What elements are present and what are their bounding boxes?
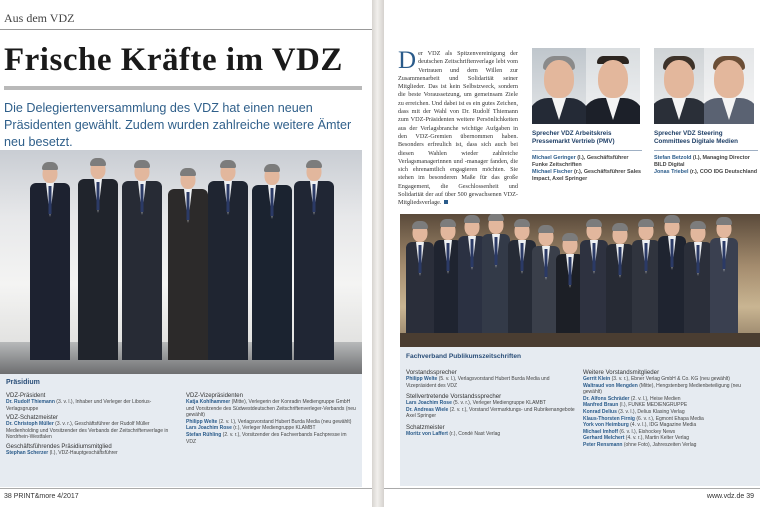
photo-person [252, 166, 292, 360]
right-footer: www.vdz.de 39 [384, 488, 760, 507]
person-name: Manfred Braun [583, 402, 619, 409]
caption-line [532, 169, 642, 183]
praesidium-title: Präsidium [6, 379, 40, 386]
person-name: Philipp Welte [406, 376, 438, 382]
caption-line [654, 155, 758, 169]
person-description: (Mitte), Verlegerin der Konradin Mediengruppe GmbH und Vorsitzende des Südwestdeutschen Zeitschriftenverleger-Verbands (neu gewählt) [186, 399, 356, 419]
photo-person [710, 219, 738, 333]
person-description: (2. v. l.), Verlagsvorstand Hubert Burda Media (neu gewählt) [217, 418, 352, 425]
person-entry [583, 435, 754, 442]
photo-person [78, 160, 118, 360]
person-name: Michael Fischer [532, 169, 573, 175]
person-entry [406, 376, 577, 389]
person-name: Michael Geringer [532, 155, 576, 161]
person-description: (ohne Foto), Jahreszeiten Verlag [622, 441, 697, 448]
steering-caption-title: Sprecher VDZ Steering Committees Digitale Medien [654, 130, 738, 145]
person-entry [583, 442, 754, 449]
person-entry [186, 432, 356, 445]
person-name: Philipp Welte [186, 418, 218, 425]
person-name: Lars Joachim Rose [406, 400, 452, 407]
person-name: Gerhard Melchert [583, 435, 625, 442]
role-heading: Weitere Vorstandsmitglieder [583, 369, 660, 376]
person-description: (5. v. l.), Verlagsvorstand Hubert Burda Media und Vizepräsident des VDZ [406, 376, 550, 389]
person-entry [583, 402, 754, 409]
person-name: Waltraud von Mengden [583, 382, 638, 389]
headline-rule [4, 86, 362, 90]
person-description: (l.), Managing Director BILD Digital [654, 155, 750, 168]
person-entry [583, 429, 754, 436]
photo-person [30, 164, 70, 360]
photo-person [168, 170, 208, 360]
person-entry [583, 409, 754, 416]
person-name: Lars Joachim Rose [186, 425, 232, 432]
person-description: (6. v. r.), Egmont Ehapa Media [634, 415, 704, 422]
person-name: York von Heimburg [583, 422, 629, 429]
person-name: Dr. Alfons Schräder [583, 395, 630, 402]
fachverband-left-column [406, 365, 577, 449]
role-heading: VDZ-Vizepräsidenten [186, 393, 243, 399]
photo-person [482, 215, 510, 333]
fachverband-group-photo [400, 214, 760, 347]
person-description: (l.), VDZ-Hauptgeschäftsführer [48, 449, 118, 456]
person-entry [583, 416, 754, 423]
portrait-triebel [704, 48, 754, 124]
person-entry [186, 425, 356, 432]
steering-portraits [654, 48, 754, 124]
person-description: (r.), Condé Nast Verlag [447, 430, 501, 437]
person-entry [406, 407, 577, 420]
person-description: (l.), Geschäftsführer Funke Zeitschriften [532, 155, 629, 168]
person-description: (r.), COO IDG Deutschland [688, 169, 758, 175]
person-name: Konrad Delius [583, 408, 617, 415]
portrait-fischer [586, 48, 640, 124]
person-entry [406, 431, 577, 438]
book-gutter [372, 0, 384, 507]
fachverband-box [400, 347, 760, 486]
person-description: (2. v. l.), Heise Medien [629, 395, 681, 402]
role-heading: VDZ-Schatzmeister [6, 415, 59, 422]
person-name: Dr. Rudolf Thiemann [6, 399, 55, 405]
person-description: (2. v. r.), Vorsitzender des Fachverbands Fachpresse im VDZ [186, 431, 347, 445]
person-name: Dr. Andreas Wiele [406, 406, 449, 413]
person-name: Katja Kohlhammer [186, 399, 231, 405]
left-footer: 38 PRINT&more 4/2017 [0, 488, 372, 507]
person-description: (3. v. r.), Geschäftsführer der Rudolf Müller Medienholding und Vorsitzender des Verbands der Zeitschriftenverlage in Nordrhein-Westfalen [6, 421, 169, 441]
article-body [398, 47, 518, 208]
person-description: (2. v. r.), Vorstand Vermarktungs- und Rubrikenangebote Axel Springer [406, 406, 575, 420]
photo-person [294, 162, 334, 360]
role-heading: Vorstandssprecher [406, 369, 457, 376]
person-entry [583, 383, 754, 396]
person-description: (3. v. l.), Inhaber und Verleger der Liborius-Verlagsgruppe [6, 399, 152, 412]
left-page [0, 0, 372, 507]
person-description: (4. v. l.), IDG Magazine Media [628, 422, 697, 429]
praesidium-group-photo [0, 150, 362, 374]
person-description: (3. v. l.), Delius Klasing Verlag [616, 408, 685, 415]
photo-person [406, 223, 434, 333]
portrait-betzold [654, 48, 704, 124]
steering-caption [654, 130, 758, 176]
person-description: (5. v. r.), Verleger Mediengruppe KLAMBT [451, 400, 546, 407]
caption-line [654, 169, 758, 176]
praesidium-left-column [6, 390, 176, 457]
pmv-portraits [532, 48, 640, 124]
drop-cap: D [398, 47, 417, 74]
person-name: Jonas Triebel [654, 169, 689, 175]
person-entry [583, 422, 754, 429]
photo-person [606, 225, 634, 333]
praesidium-box [0, 374, 362, 487]
photo-person [208, 162, 248, 360]
intro-text: Die Delegiertenversammlung des VDZ hat einen neuen Präsidenten gewählt. Zudem wurden zahlreiche weitere Ämter neu besetzt. [4, 101, 352, 149]
person-description: (r.), Geschäftsführer Sales Impact, Axel Springer [532, 169, 642, 182]
photo-person [632, 221, 660, 333]
person-description: (6. v. l.), Eishockey News [618, 428, 676, 435]
person-description: (Mitte), Hengstenberg Medienbeteiligung (neu gewählt) [583, 382, 741, 396]
portrait-geringer [532, 48, 586, 124]
photo-person [122, 162, 162, 360]
person-entry [406, 400, 577, 407]
person-entry [6, 399, 176, 412]
person-entry [6, 450, 176, 457]
person-description: (l.), FUNKE MEDIENGRUPPE [618, 402, 688, 409]
role-heading: Geschäftsführendes Präsidiumsmitglied [6, 443, 112, 450]
person-name: Michael Imhoff [583, 428, 619, 435]
person-name: Peter Rensmann [583, 441, 623, 448]
headline: Frische Kräfte im VDZ [4, 42, 343, 78]
person-entry [186, 419, 356, 426]
person-name: Stefan Betzold [654, 155, 692, 161]
person-entry [6, 421, 176, 441]
person-name: Stephan Scherzer [6, 449, 49, 456]
fachverband-right-column [583, 365, 754, 449]
person-name: Moritz von Laffert [406, 430, 448, 437]
role-heading: Stellvertretende Vorstandssprecher [406, 393, 502, 401]
person-description: (r.), Verleger Mediengruppe KLAMBT [231, 425, 316, 432]
end-mark-icon [444, 200, 448, 204]
person-name: Gerrit Klein [583, 376, 611, 382]
fachverband-title: Fachverband Publikumszeitschriften [406, 353, 522, 360]
person-entry [583, 396, 754, 403]
photo-person [580, 221, 608, 333]
praesidium-right-column [186, 390, 356, 457]
person-entry [186, 399, 356, 419]
top-rule [0, 29, 372, 30]
person-description: (4. v. r.), Martin Kelter Verlag [624, 435, 690, 442]
role-heading: VDZ-Präsident [6, 393, 46, 399]
person-name: Klaus-Thorsten Firnig [583, 415, 635, 422]
right-page [384, 0, 760, 507]
pmv-caption-title: Sprecher VDZ Arbeitskreis Pressemarkt Vertrieb (PMV) [532, 130, 615, 145]
person-name: Stefan Rühling [186, 431, 222, 438]
person-entry [583, 376, 754, 383]
person-name: Dr. Christoph Müller [6, 421, 54, 428]
article-body-text: er VDZ als Spitzenvereinigung der deutschen Zeitschriftenverlage lebt vom Vertrauen und dem Willen zur Zusammenarbeit und Solidarität seiner Mitglieder. Das ist kein Selbstzweck, sondern die beste Voraussetzung, um gemeinsam Ziele zu erreichen. Und dabei ist es ein gutes Zeichen, dass mit der Wahl von Dr. Rudolf Thiemann zum VDZ-Präsidenten weitere Persönlichkeiten aus der Verlagsbranche wichtige Aufgaben in den VDZ-Gremien übernommen haben. Besonders erfreulich ist, dass sich auch bei diesen Wahlen wieder zahlreiche Verlagsmanagerinnen und -manager fanden, die sich ehrenamtlich engagieren möchten. Sie stehen im besonderen Maße für das große Engagement, die Geschlossenheit und Solidarität der auf über 500 gewachsenen VDZ-Mitgliedsverlage. [398, 50, 518, 207]
photo-person [658, 217, 686, 333]
caption-line [532, 155, 642, 169]
person-description: (3. v. r.), Ebner Verlag GmbH & Co. KG (neu gewählt) [610, 376, 730, 382]
pmv-caption [532, 130, 642, 183]
section-label: Aus dem VDZ [4, 11, 75, 25]
role-heading: Schatzmeister [406, 423, 445, 431]
photo-person [684, 223, 712, 333]
